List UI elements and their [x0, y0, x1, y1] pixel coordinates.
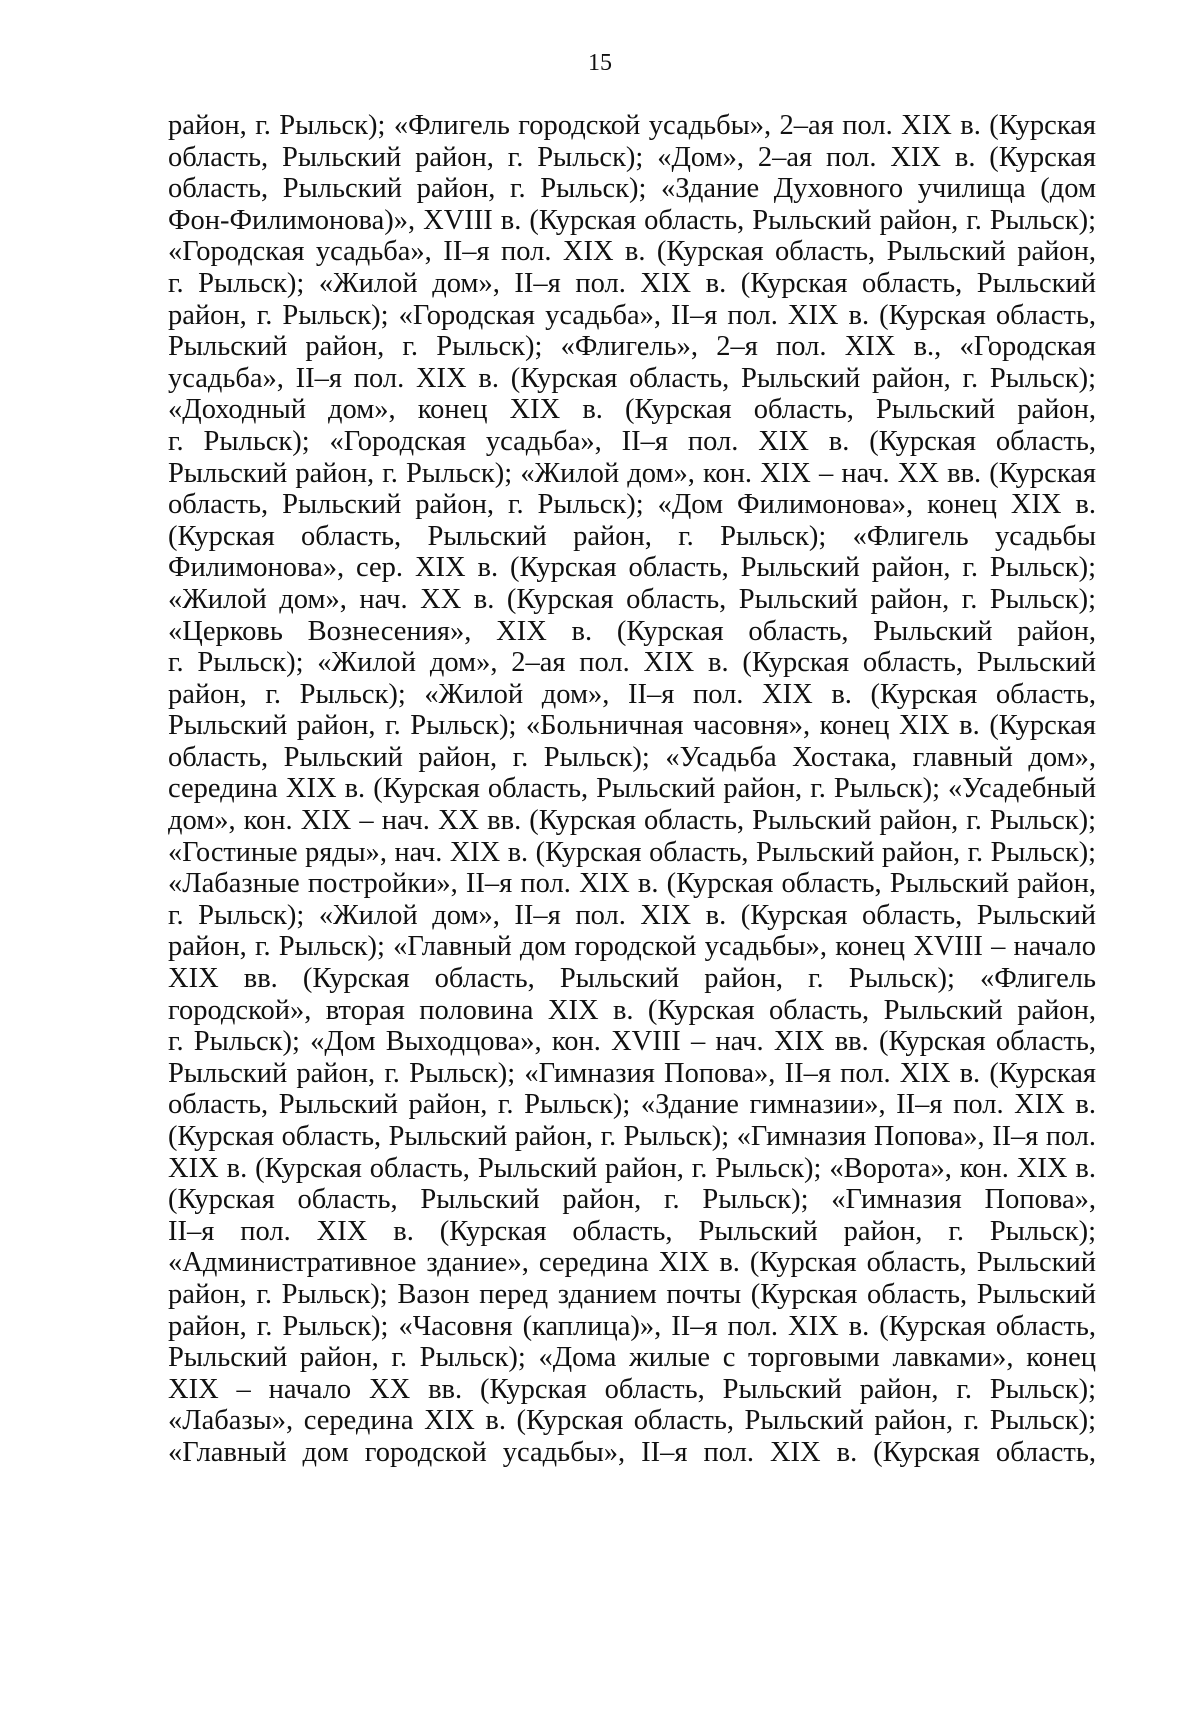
- text-line: «Городская усадьба», II–я пол. XIX в. (Курская область, Рыльский район,: [168, 236, 1096, 268]
- text-line: г. Рыльск); «Городская усадьба», II–я пол. XIX в. (Курская область,: [168, 425, 1096, 457]
- page-number: 15: [588, 50, 612, 76]
- text-line: «Церковь Вознесения», XIX в. (Курская область, Рыльский район,: [168, 615, 1096, 647]
- text-line: дом», кон. XIX – нач. XX вв. (Курская область, Рыльский район, г. Рыльск);: [168, 805, 1096, 837]
- text-line: область, Рыльский район, г. Рыльск); «Дом Филимонова», конец XIX в.: [168, 489, 1096, 521]
- text-line: Рыльский район, г. Рыльск); «Флигель», 2–я пол. XIX в., «Городская: [168, 331, 1096, 363]
- text-line: (Курская область, Рыльский район, г. Рыльск); «Гимназия Попова», II–я пол.: [168, 1121, 1096, 1152]
- text-line: район, г. Рыльск); «Жилой дом», II–я пол. XIX в. (Курская область,: [168, 678, 1096, 710]
- text-line: II–я пол. XIX в. (Курская область, Рыльский район, г. Рыльск);: [168, 1215, 1096, 1247]
- text-line: г. Рыльск); «Жилой дом», II–я пол. XIX в. (Курская область, Рыльский: [168, 267, 1096, 299]
- text-line: (Курская область, Рыльский район, г. Рыльск); «Флигель усадьбы: [168, 520, 1096, 552]
- text-line: Фон-Филимонова)», XVIII в. (Курская область, Рыльский район, г. Рыльск);: [168, 204, 1096, 236]
- text-line: «Гостиные ряды», нач. XIX в. (Курская область, Рыльский район, г. Рыльск);: [168, 836, 1096, 868]
- text-line: (Курская область, Рыльский район, г. Рыльск); «Гимназия Попова»,: [168, 1184, 1096, 1216]
- text-line: район, г. Рыльск); «Главный дом городской усадьбы», конец XVIII – начало: [168, 931, 1096, 963]
- text-line: «Лабазы», середина XIX в. (Курская область, Рыльский район, г. Рыльск);: [168, 1405, 1096, 1437]
- text-line: «Административное здание», середина XIX в. (Курская область, Рыльский: [168, 1247, 1096, 1279]
- text-line: область, Рыльский район, г. Рыльск); «Здание Духовного училища (дом: [168, 173, 1096, 205]
- text-line: район, г. Рыльск); «Часовня (каплица)», II–я пол. XIX в. (Курская область,: [168, 1310, 1096, 1342]
- text-line: «Жилой дом», нач. XX в. (Курская область, Рыльский район, г. Рыльск);: [168, 583, 1096, 615]
- text-line: Рыльский район, г. Рыльск); «Гимназия Попова», II–я пол. XIX в. (Курская: [168, 1057, 1096, 1089]
- text-line: Филимонова», сер. XIX в. (Курская область, Рыльский район, г. Рыльск);: [168, 552, 1096, 584]
- text-line: район, г. Рыльск); «Городская усадьба», II–я пол. XIX в. (Курская область,: [168, 299, 1096, 331]
- text-line: «Главный дом городской усадьбы», II–я пол. XIX в. (Курская область,: [168, 1436, 1096, 1468]
- text-line: XIX вв. (Курская область, Рыльский район, г. Рыльск); «Флигель: [168, 963, 1096, 995]
- text-line: Рыльский район, г. Рыльск); «Больничная часовня», конец XIX в. (Курская: [168, 710, 1096, 742]
- text-line: «Лабазные постройки», II–я пол. XIX в. (Курская область, Рыльский район,: [168, 868, 1096, 900]
- text-line: середина XIX в. (Курская область, Рыльский район, г. Рыльск); «Усадебный: [168, 773, 1096, 805]
- text-line: XIX – начало XX вв. (Курская область, Рыльский район, г. Рыльск);: [168, 1373, 1096, 1405]
- text-line: область, Рыльский район, г. Рыльск); «Здание гимназии», II–я пол. XIX в.: [168, 1089, 1096, 1121]
- text-line: район, г. Рыльск); «Флигель городской усадьбы», 2–ая пол. XIX в. (Курская: [168, 110, 1096, 141]
- text-line: «Доходный дом», конец XIX в. (Курская область, Рыльский район,: [168, 394, 1096, 426]
- text-line: г. Рыльск); «Жилой дом», II–я пол. XIX в. (Курская область, Рыльский: [168, 899, 1096, 931]
- text-line: область, Рыльский район, г. Рыльск); «Дом», 2–ая пол. XIX в. (Курская: [168, 141, 1096, 173]
- text-line: область, Рыльский район, г. Рыльск); «Усадьба Хостака, главный дом»,: [168, 741, 1096, 773]
- body-text: [168, 110, 1096, 1469]
- text-line: Рыльский район, г. Рыльск); «Жилой дом», кон. XIX – нач. XX вв. (Курская: [168, 457, 1096, 489]
- text-line: Рыльский район, г. Рыльск); «Дома жилые с торговыми лавками», конец: [168, 1342, 1096, 1374]
- text-line: XIX в. (Курская область, Рыльский район, г. Рыльск); «Ворота», кон. XIX в.: [168, 1152, 1096, 1184]
- text-line: г. Рыльск); «Дом Выходцова», кон. XVIII – нач. XIX вв. (Курская область,: [168, 1026, 1096, 1058]
- text-line: усадьба», II–я пол. XIX в. (Курская область, Рыльский район, г. Рыльск);: [168, 362, 1096, 394]
- text-line: район, г. Рыльск); Вазон перед зданием почты (Курская область, Рыльский: [168, 1278, 1096, 1310]
- text-line: г. Рыльск); «Жилой дом», 2–ая пол. XIX в. (Курская область, Рыльский: [168, 647, 1096, 679]
- text-line: городской», вторая половина XIX в. (Курская область, Рыльский район,: [168, 994, 1096, 1026]
